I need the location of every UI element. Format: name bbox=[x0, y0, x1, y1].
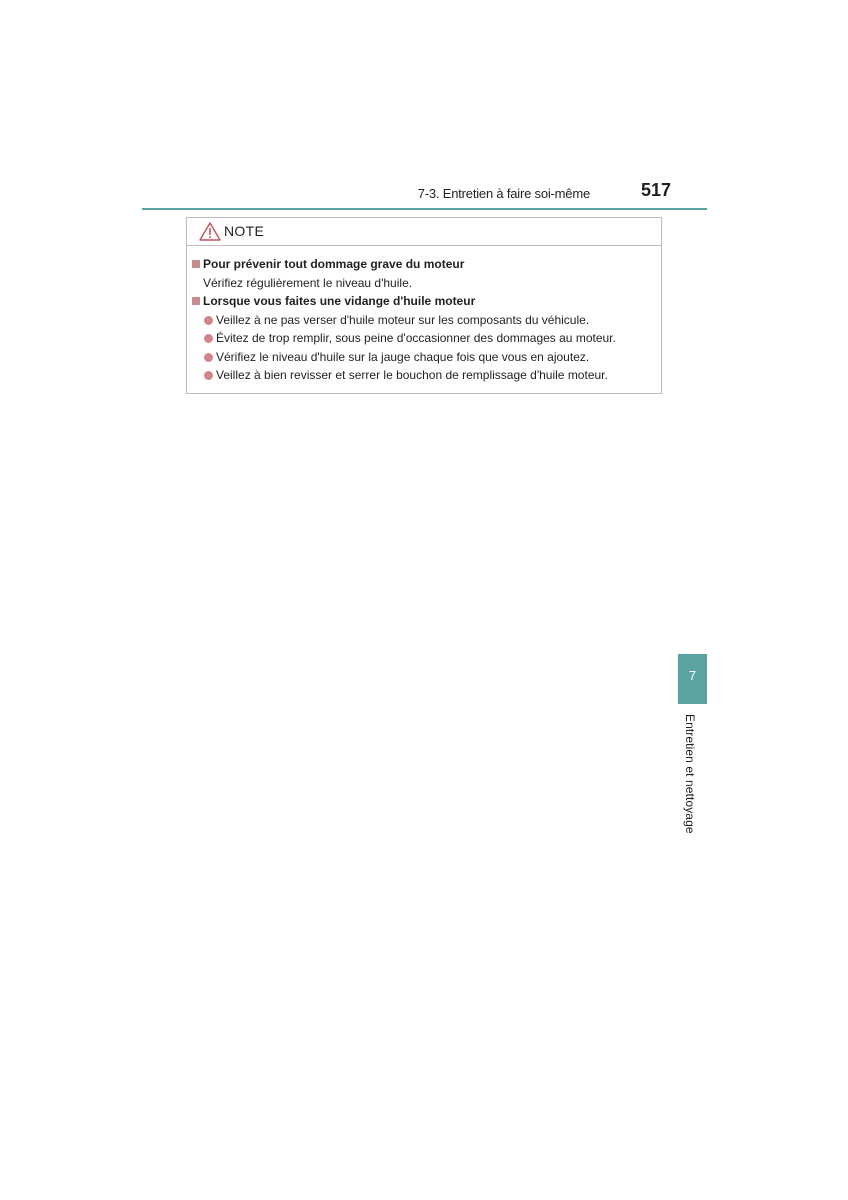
chapter-tab: 7 bbox=[678, 654, 707, 704]
section-title: 7-3. Entretien à faire soi-même bbox=[417, 186, 590, 201]
item-title-text: Pour prévenir tout dommage grave du moteur bbox=[203, 257, 465, 271]
warning-triangle-icon bbox=[199, 222, 221, 241]
round-bullet-icon bbox=[204, 316, 213, 325]
round-bullet-icon bbox=[204, 371, 213, 380]
note-header bbox=[187, 218, 661, 246]
chapter-label: Entretien et nettoyage bbox=[683, 714, 697, 834]
square-bullet-icon bbox=[192, 297, 200, 305]
round-bullet-icon bbox=[204, 353, 213, 362]
page-number: 517 bbox=[640, 180, 671, 200]
list-item-text: Veillez à bien revisser et serrer le bouchon de remplissage d'huile moteur. bbox=[216, 368, 608, 382]
page-header bbox=[142, 178, 707, 210]
item-text: Vérifiez régulièrement le niveau d'huile. bbox=[203, 275, 413, 290]
note-box bbox=[186, 217, 662, 394]
note-title: NOTE bbox=[224, 223, 265, 239]
list-item-text: Vérifiez le niveau d'huile sur la jauge chaque fois que vous en ajoutez. bbox=[216, 349, 590, 364]
list-item bbox=[187, 311, 661, 330]
item-title-text: Lorsque vous faites une vidange d'huile moteur bbox=[203, 294, 476, 308]
bullet-list bbox=[187, 311, 661, 385]
square-bullet-icon bbox=[192, 260, 200, 268]
list-item bbox=[187, 348, 661, 367]
note-body bbox=[187, 255, 661, 385]
round-bullet-icon bbox=[204, 334, 213, 343]
list-item-text: Évitez de trop remplir, sous peine d'occasionner des dommages au moteur. bbox=[216, 331, 616, 345]
item-title bbox=[187, 292, 661, 311]
list-item-text: Veillez à ne pas verser d'huile moteur sur les composants du véhicule. bbox=[216, 312, 590, 327]
list-item bbox=[187, 366, 661, 385]
item-title bbox=[187, 255, 661, 274]
list-item bbox=[187, 329, 661, 348]
